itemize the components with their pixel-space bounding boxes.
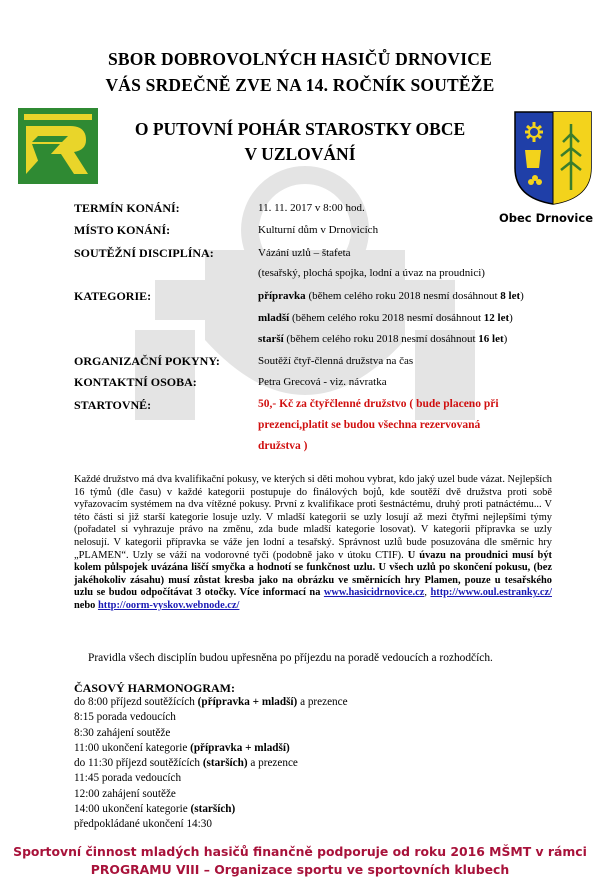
discipline-value: Vázání uzlů – štafeta bbox=[258, 247, 351, 259]
schedule-row-text: a prezence bbox=[300, 696, 348, 708]
category-mladsi-age: 12 let bbox=[483, 312, 510, 324]
organization-value: Soutěží čtyř-členná družstva na čas bbox=[258, 355, 414, 367]
schedule-row bbox=[74, 741, 348, 756]
category-pripravka-age: 8 let bbox=[500, 290, 521, 302]
category-starsi-age: 16 let bbox=[478, 333, 504, 345]
link-oorm-vyskov[interactable]: http://oorm-vyskov.webnode.cz/ bbox=[97, 599, 240, 611]
schedule-row bbox=[74, 802, 348, 817]
schedule-row: 8:30 zahájení soutěže bbox=[74, 726, 171, 739]
link-oul-estranky[interactable]: http://www.oul.estranky.cz/ bbox=[430, 587, 552, 599]
schedule-row-text: 11:00 ukončení kategorie bbox=[74, 741, 188, 754]
entry-fee-line1: 50,- Kč za čtyřčlenné družstvo ( bude placeno při bbox=[258, 398, 499, 410]
category-starsi-name: starší bbox=[258, 333, 284, 345]
entry-fee-line2: prezenci,platit se budou všechna rezervovaná bbox=[258, 419, 481, 431]
discipline-label: SOUTĚŽNÍ DISCIPLÍNA: bbox=[74, 246, 214, 260]
category-mladsi-text: (během celého roku 2018 nesmí dosáhnout bbox=[291, 312, 482, 324]
category-mladsi: mladší (během celého roku 2018 nesmí dosáhnout 12 let) bbox=[258, 312, 513, 324]
category-starsi: starší (během celého roku 2018 nesmí dosáhnout 16 let) bbox=[258, 333, 508, 345]
rules-text: Každé družstvo má dva kvalifikační pokusy, ve kterých si děti mohou vybrat, kdo jaký uzel bude vázat. Nejlepších 16 týmů (dle času) v každé kategorii postupuje do finálových bojů, kde soutěží dvě družstva proti sobě vyřazovacím systémem na dva vítězné pokusy. První z kvalifikace proti šestnáctému, druhý proti patnáctému... V této části si již starší kategorie losuje uzly. V mladší kategorii se uzly losují až mezi čtyřmi nejlepšími týmy (pořadatel si vyhrazuje právo na změnu, zda bude mladší kategorie losovat). V kategorii přípravka se uzly nelosují. V kategorii přípravka se váže jen lodní a tesařský. Správnost uzlů bude posuzována dle směrnic hry „PLAMEN“. Uzly se váží na vodorovné tyči (podobně jako v útoku CTIF). bbox=[74, 474, 552, 561]
date-label: TERMÍN KONÁNÍ: bbox=[74, 201, 180, 215]
entry-fee-label: STARTOVNÉ: bbox=[74, 398, 152, 412]
venue-value: Kulturní dům v Drnovicích bbox=[258, 224, 379, 236]
entry-fee-line3: družstva ) bbox=[258, 440, 308, 452]
schedule-row: 8:15 porada vedoucích bbox=[74, 711, 176, 724]
schedule-row-bold: (přípravka + mladší) bbox=[190, 741, 290, 754]
category-starsi-text: (během celého roku 2018 nesmí dosáhnout bbox=[286, 333, 476, 345]
rules-bold-text: U úvazu na proudnici musí být kolem půlspojek uvázána liščí smyčka a hodnotí se funkčnost uzlu. U všech uzlů po skončení pokusu, (bez jakéhokoliv zásahu) musí zůstat kresba jako na obrázku ve směrnicích hry Plamen, pouze u tesařského uzlu se budou odpočítávat 3 otočky. Více informací na bbox=[74, 549, 552, 599]
funding-note-line1: Sportovní činnost mladých hasičů finančně podporuje od roku 2016 MŠMT v rámci bbox=[13, 844, 587, 859]
invitation-title-line2: VÁS SRDEČNĚ ZVE NA 14. ROČNÍK SOUTĚŽE bbox=[105, 75, 495, 95]
link-hasicidrnovice[interactable]: www.hasicidrnovice.cz bbox=[323, 587, 425, 599]
category-label: KATEGORIE: bbox=[74, 289, 152, 303]
competition-title-line1: O PUTOVNÍ POHÁR STAROSTKY OBCE bbox=[134, 119, 466, 139]
schedule-row bbox=[74, 695, 348, 710]
invitation-title-line1: SBOR DOBROVOLNÝCH HASIČŮ DRNOVICE bbox=[107, 49, 492, 69]
schedule-row bbox=[74, 756, 348, 771]
rules-note: Pravidla všech disciplín budou upřesněna po příjezdu na poradě vedoucích a rozhodčích. bbox=[88, 652, 493, 664]
funding-note-line2: PROGRAMU VIII – Organizace sportu ve sportovních klubech bbox=[90, 862, 510, 877]
discipline-knots: (tesařský, plochá spojka, lodní a úvaz na proudnici) bbox=[258, 267, 485, 279]
category-pripravka: přípravka (během celého roku 2018 nesmí dosáhnout 8 let) bbox=[258, 290, 524, 302]
drnovice-coat-of-arms bbox=[513, 110, 593, 206]
category-pripravka-text: (během celého roku 2018 nesmí dosáhnout bbox=[308, 290, 498, 302]
category-pripravka-name: přípravka bbox=[258, 290, 306, 302]
organization-label: ORGANIZAČNÍ POKYNY: bbox=[74, 354, 220, 368]
schedule-row-text: do 11:30 příjezd soutěžících bbox=[74, 757, 201, 770]
date-value: 11. 11. 2017 v 8:00 hod. bbox=[258, 202, 365, 214]
sport-club-logo bbox=[18, 108, 98, 184]
schedule-row-bold: (starších) bbox=[202, 757, 248, 770]
crest-caption: Obec Drnovice bbox=[499, 211, 593, 225]
venue-label: MÍSTO KONÁNÍ: bbox=[74, 223, 171, 237]
schedule-row-text: 14:00 ukončení kategorie bbox=[74, 803, 188, 816]
category-mladsi-name: mladší bbox=[258, 312, 290, 324]
contact-value: Petra Grecová - viz. návratka bbox=[258, 376, 387, 388]
schedule-row-text: do 8:00 příjezd soutěžících bbox=[74, 696, 195, 708]
schedule-row: předpokládané ukončení 14:30 bbox=[74, 818, 212, 831]
schedule-list bbox=[74, 695, 348, 833]
schedule-row-text: a prezence bbox=[250, 757, 298, 770]
rules-nebo: nebo bbox=[74, 599, 96, 611]
schedule-row: 12:00 zahájení soutěže bbox=[74, 787, 176, 800]
schedule-row-bold: (starších) bbox=[190, 803, 236, 816]
contact-label: KONTAKTNÍ OSOBA: bbox=[74, 375, 197, 389]
schedule-title: ČASOVÝ HARMONOGRAM: bbox=[74, 681, 235, 695]
competition-title-line2: V UZLOVÁNÍ bbox=[244, 144, 356, 164]
schedule-row-bold: (přípravka + mladší) bbox=[197, 696, 298, 708]
schedule-row: 11:45 porada vedoucích bbox=[74, 772, 182, 785]
rules-paragraph: Každé družstvo má dva kvalifikační pokusy, ve kterých si děti mohou vybrat, kdo jaký uzel bude vázat. Nejlepších 16 týmů (dle času) v každé kategorii postupuje do finálových bojů, kde soutěží dvě družstva proti sobě vyřazovacím systémem na dva vítězné pokusy. První z kvalifikace proti šestnáctému, druhý proti patnáctému... V této části si již starší kategorie losuje uzly. V mladší kategorii se uzly losují až mezi čtyřmi nejlepšími týmy (pořadatel si vyhrazuje právo na změnu, zda bude mladší kategorie losovat). V kategorii přípravka se uzly nelosují. V kategorii přípravka se váže jen lodní a tesařský. Správnost uzlů bude posuzována dle směrnic hry „PLAMEN“. Uzly se váží na vodorovné tyči (podobně jako v útoku CTIF). U úvazu na proudnici musí být kolem půlspojek uvázána liščí smyčka a hodnotí se funkčnost uzlu. U všech uzlů po skončení pokusu, (bez jakéhokoliv zásahu) musí zůstat kresba jako na obrázku ve směrnicích hry Plamen, pouze u tesařského uzlu se budou odpočítávat 3 otočky. Více informací na www.hasicidrnovice.cz, http://www.oul.estranky.cz/ nebo http://oorm-vyskov.webnode.cz/ bbox=[74, 474, 552, 611]
